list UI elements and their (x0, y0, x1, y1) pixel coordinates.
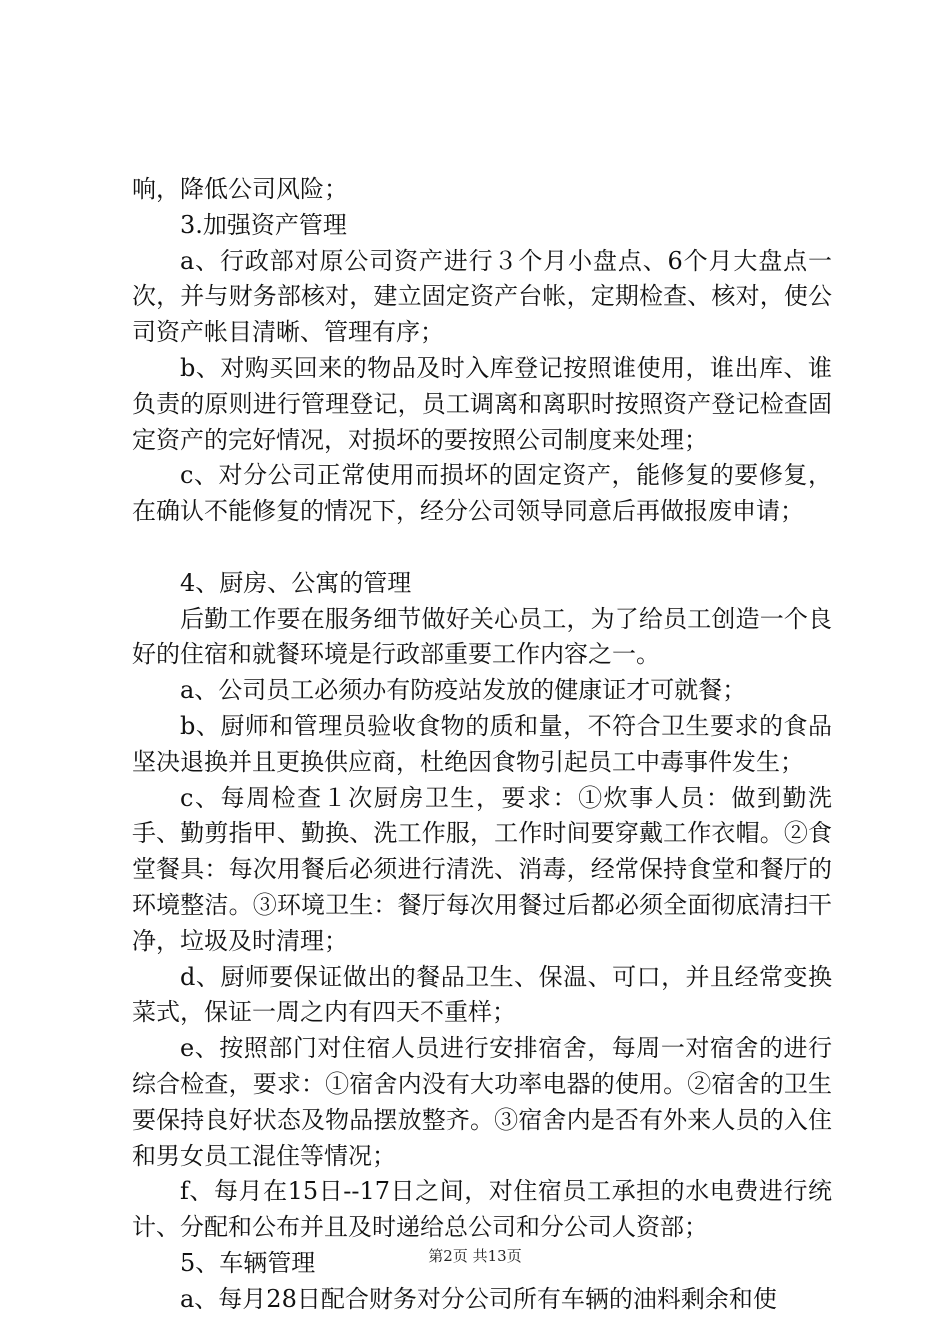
paragraph-kitchen-b: b、厨师和管理员验收食物的质和量，不符合卫生要求的食品坚决退换并且更换供应商，杜绝因食物引起员工中毒事件发生； (132, 711, 832, 776)
paragraph-asset-c: c、对分公司正常使用而损坏的固定资产，能修复的要修复，在确认不能修复的情况下，经分公司领导同意后再做报废申请； (132, 461, 832, 526)
document-body (132, 172, 832, 1318)
paragraph-vehicle-a: a、每月28日配合财务对分公司所有车辆的油料剩余和使 (180, 1284, 777, 1313)
paragraph-kitchen-d: d、厨师要保证做出的餐品卫生、保温、可口，并且经常变换菜式，保证一周之内有四天不重样； (132, 962, 832, 1027)
paragraph-asset-a: a、行政部对原公司资产进行３个月小盘点、6个月大盘点一次，并与财务部核对，建立固定资产台帐，定期检查、核对，使公司资产帐目清晰、管理有序； (132, 246, 832, 347)
section-heading-kitchen-dorm: 4、厨房、公寓的管理 (180, 568, 412, 597)
paragraph-kitchen-a: a、公司员工必须办有防疫站发放的健康证才可就餐； (180, 676, 747, 705)
paragraph-continuation: 响，降低公司风险； (132, 175, 348, 203)
page-number-footer: 第2页 共13页 (428, 1247, 522, 1265)
section-heading-asset-management: 3.加强资产管理 (180, 210, 347, 239)
paragraph-kitchen-c: c、每周检查１次厨房卫生，要求：①炊事人员：做到勤洗手、勤剪指甲、勤换、洗工作服，工作时间要穿戴工作衣帽。②食堂餐具：每次用餐后必须进行清洗、消毒，经常保持食堂和餐厅的环境整洁。③环境卫生：餐厅每次用餐过后都必须全面彻底清扫干净，垃圾及时清理； (132, 783, 832, 955)
paragraph-kitchen-f: f、每月在15日--17日之间，对住宿员工承担的水电费进行统计、分配和公布并且及时递给总公司和分公司人资部； (132, 1177, 832, 1242)
paragraph-kitchen-e: e、按照部门对住宿人员进行安排宿舍，每周一对宿舍的进行综合检查，要求：①宿舍内没有大功率电器的使用。②宿舍的卫生要保持良好状态及物品摆放整齐。③宿舍内是否有外来人员的入住和男女员工混住等情况； (132, 1034, 832, 1170)
paragraph-kitchen-intro: 后勤工作要在服务细节做好关心员工，为了给员工创造一个良好的住宿和就餐环境是行政部重要工作内容之一。 (132, 604, 832, 669)
section-heading-vehicle-management: 5、车辆管理 (180, 1248, 316, 1277)
paragraph-asset-b: b、对购买回来的物品及时入库登记按照谁使用，谁出库、谁负责的原则进行管理登记，员工调离和离职时按照资产登记检查固定资产的完好情况，对损坏的要按照公司制度来处理； (132, 353, 832, 454)
paragraph-spacer (132, 530, 832, 566)
